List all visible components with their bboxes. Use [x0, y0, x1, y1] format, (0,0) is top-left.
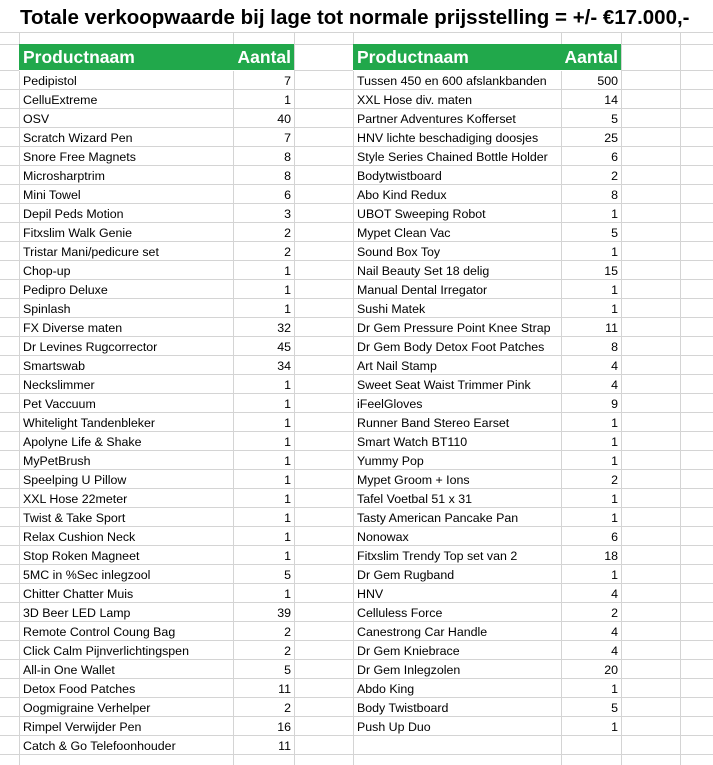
product-name-cell[interactable]: Dr Gem Body Detox Foot Patches	[357, 339, 545, 354]
table-row[interactable]	[353, 546, 621, 565]
quantity-cell[interactable]: 2	[284, 624, 291, 639]
product-name-cell[interactable]: Mini Towel	[23, 187, 81, 202]
product-name-cell[interactable]: Push Up Duo	[357, 719, 431, 734]
quantity-cell[interactable]: 5	[284, 567, 291, 582]
table-row[interactable]	[353, 71, 621, 90]
quantity-cell[interactable]: 1	[284, 415, 291, 430]
table-row[interactable]	[353, 603, 621, 622]
product-name-cell[interactable]: Pedipro Deluxe	[23, 282, 108, 297]
table-row[interactable]	[353, 489, 621, 508]
table-row[interactable]	[353, 356, 621, 375]
product-name-cell[interactable]: Abo Kind Redux	[357, 187, 447, 202]
product-name-cell[interactable]: Nail Beauty Set 18 delig	[357, 263, 490, 278]
table-row[interactable]	[353, 584, 621, 603]
quantity-cell[interactable]: 1	[611, 282, 618, 297]
quantity-cell[interactable]: 2	[284, 643, 291, 658]
quantity-cell[interactable]: 4	[611, 643, 618, 658]
table-row[interactable]	[19, 641, 294, 660]
table-row[interactable]	[19, 489, 294, 508]
product-name-cell[interactable]: Style Series Chained Bottle Holder	[357, 149, 548, 164]
table-header	[353, 44, 621, 71]
quantity-cell[interactable]: 5	[611, 111, 618, 126]
table-row[interactable]	[19, 698, 294, 717]
product-name-cell[interactable]: Mypet Clean Vac	[357, 225, 451, 240]
quantity-cell[interactable]: 9	[611, 396, 618, 411]
product-name-cell[interactable]: Chop-up	[23, 263, 71, 278]
product-name-cell[interactable]: XXL Hose 22meter	[23, 491, 128, 506]
table-row[interactable]	[19, 204, 294, 223]
product-name-cell[interactable]: FX Diverse maten	[23, 320, 123, 335]
product-name-cell[interactable]: Dr Gem Inlegzolen	[357, 662, 461, 677]
table-row[interactable]	[353, 470, 621, 489]
product-name-cell[interactable]: Fitxslim Walk Genie	[23, 225, 133, 240]
product-name-cell[interactable]: Click Calm Pijnverlichtingspen	[23, 643, 189, 658]
quantity-cell[interactable]: 1	[284, 434, 291, 449]
quantity-cell[interactable]: 1	[611, 206, 618, 221]
product-name-cell[interactable]: HNV lichte beschadiging doosjes	[357, 130, 539, 145]
table-row[interactable]	[19, 223, 294, 242]
quantity-cell[interactable]: 8	[284, 149, 291, 164]
product-table-right	[353, 44, 621, 736]
product-name-cell[interactable]: Spinlash	[23, 301, 71, 316]
quantity-cell[interactable]: 6	[611, 529, 618, 544]
table-row[interactable]	[19, 280, 294, 299]
table-rows	[19, 71, 294, 755]
table-row[interactable]	[19, 508, 294, 527]
quantity-cell[interactable]: 1	[611, 301, 618, 316]
product-name-cell[interactable]: UBOT Sweeping Robot	[357, 206, 486, 221]
quantity-cell[interactable]: 4	[611, 377, 618, 392]
product-name-cell[interactable]: Mypet Groom + Ions	[357, 472, 470, 487]
table-row[interactable]	[19, 109, 294, 128]
quantity-cell[interactable]: 2	[611, 168, 618, 183]
table-row[interactable]	[19, 185, 294, 204]
quantity-cell[interactable]: 1	[284, 453, 291, 468]
product-name-cell[interactable]: 3D Beer LED Lamp	[23, 605, 131, 620]
product-name-cell[interactable]: Dr Gem Kniebrace	[357, 643, 460, 658]
product-name-cell[interactable]: Relax Cushion Neck	[23, 529, 136, 544]
table-row[interactable]	[353, 337, 621, 356]
product-name-cell[interactable]: Abdo King	[357, 681, 415, 696]
table-row[interactable]	[353, 299, 621, 318]
product-name-cell[interactable]: Sushi Matek	[357, 301, 426, 316]
table-row[interactable]	[19, 394, 294, 413]
table-row[interactable]	[353, 318, 621, 337]
table-row[interactable]	[19, 565, 294, 584]
table-row[interactable]	[19, 717, 294, 736]
quantity-cell[interactable]: 1	[611, 510, 618, 525]
quantity-cell[interactable]: 5	[611, 225, 618, 240]
table-row[interactable]	[353, 90, 621, 109]
product-name-cell[interactable]: Apolyne Life & Shake	[23, 434, 142, 449]
quantity-cell[interactable]: 1	[611, 719, 618, 734]
quantity-cell[interactable]: 2	[284, 225, 291, 240]
quantity-cell[interactable]: 32	[277, 320, 291, 335]
product-name-cell[interactable]: Whitelight Tandenbleker	[23, 415, 156, 430]
table-row[interactable]	[19, 166, 294, 185]
table-row[interactable]	[353, 242, 621, 261]
product-name-cell[interactable]: Snore Free Magnets	[23, 149, 136, 164]
product-name-cell[interactable]: Art Nail Stamp	[357, 358, 437, 373]
quantity-cell[interactable]: 8	[284, 168, 291, 183]
product-name-cell[interactable]: Bodytwistboard	[357, 168, 442, 183]
quantity-cell[interactable]: 1	[284, 491, 291, 506]
quantity-cell[interactable]: 1	[284, 586, 291, 601]
table-row[interactable]	[19, 356, 294, 375]
table-row[interactable]	[19, 546, 294, 565]
table-row[interactable]	[353, 185, 621, 204]
product-name-cell[interactable]: Neckslimmer	[23, 377, 95, 392]
table-row[interactable]	[19, 736, 294, 755]
product-name-cell[interactable]: Celluless Force	[357, 605, 443, 620]
quantity-cell[interactable]: 7	[284, 130, 291, 145]
product-name-cell[interactable]: Smart Watch BT110	[357, 434, 468, 449]
quantity-cell[interactable]: 2	[284, 244, 291, 259]
header-productnaam: Productnaam	[357, 46, 469, 67]
quantity-cell[interactable]: 1	[611, 681, 618, 696]
product-name-cell[interactable]: Chitter Chatter Muis	[23, 586, 134, 601]
quantity-cell[interactable]: 1	[284, 510, 291, 525]
table-row[interactable]	[19, 584, 294, 603]
header-aantal: Aantal	[237, 46, 291, 67]
table-row[interactable]	[19, 299, 294, 318]
product-name-cell[interactable]: Fitxslim Trendy Top set van 2	[357, 548, 518, 563]
quantity-cell[interactable]: 11	[278, 738, 291, 753]
quantity-cell[interactable]: 1	[284, 92, 291, 107]
table-row[interactable]	[353, 128, 621, 147]
quantity-cell[interactable]: 1	[611, 491, 618, 506]
quantity-cell[interactable]: 20	[604, 662, 618, 677]
table-row[interactable]	[353, 413, 621, 432]
product-name-cell[interactable]: Nonowax	[357, 529, 409, 544]
table-row[interactable]	[19, 318, 294, 337]
quantity-cell[interactable]: 8	[611, 339, 618, 354]
product-name-cell[interactable]: Microsharptrim	[23, 168, 105, 183]
table-row[interactable]	[19, 128, 294, 147]
product-name-cell[interactable]: Depil Peds Motion	[23, 206, 124, 221]
table-row[interactable]	[353, 527, 621, 546]
product-name-cell[interactable]: Manual Dental Irregator	[357, 282, 488, 297]
product-table-left	[19, 44, 294, 755]
product-name-cell[interactable]: HNV	[357, 586, 384, 601]
table-row[interactable]	[19, 71, 294, 90]
quantity-cell[interactable]: 15	[604, 263, 618, 278]
quantity-cell[interactable]: 1	[284, 301, 291, 316]
table-row[interactable]	[353, 147, 621, 166]
table-row[interactable]	[353, 280, 621, 299]
product-name-cell[interactable]: Catch & Go Telefoonhouder	[23, 738, 176, 753]
product-name-cell[interactable]: Oogmigraine Verhelper	[23, 700, 151, 715]
table-row[interactable]	[353, 394, 621, 413]
table-row[interactable]	[353, 223, 621, 242]
product-name-cell[interactable]: Speelping U Pillow	[23, 472, 127, 487]
table-row[interactable]	[19, 242, 294, 261]
table-row[interactable]	[353, 622, 621, 641]
table-row[interactable]	[353, 166, 621, 185]
quantity-cell[interactable]: 1	[284, 396, 291, 411]
product-name-cell[interactable]: 5MC in %Sec inlegzool	[23, 567, 151, 582]
product-name-cell[interactable]: CelluExtreme	[23, 92, 98, 107]
product-name-cell[interactable]: Partner Adventures Kofferset	[357, 111, 516, 126]
table-row[interactable]	[19, 261, 294, 280]
product-name-cell[interactable]: Dr Levines Rugcorrector	[23, 339, 158, 354]
quantity-cell[interactable]: 25	[604, 130, 618, 145]
sheet-title: Totale verkoopwaarde bij lage tot normale prijsstelling = +/- €17.000,-	[20, 6, 690, 29]
header-productnaam: Productnaam	[23, 46, 135, 67]
table-row[interactable]	[353, 698, 621, 717]
product-name-cell[interactable]: Remote Control Coung Bag	[23, 624, 176, 639]
table-row[interactable]	[353, 508, 621, 527]
product-name-cell[interactable]: Smartswab	[23, 358, 85, 373]
quantity-cell[interactable]: 5	[611, 700, 618, 715]
product-name-cell[interactable]: Pedipistol	[23, 73, 77, 88]
table-row[interactable]	[353, 679, 621, 698]
quantity-cell[interactable]: 2	[611, 605, 618, 620]
quantity-cell[interactable]: 34	[277, 358, 291, 373]
product-name-cell[interactable]: Sound Box Toy	[357, 244, 441, 259]
product-name-cell[interactable]: Tristar Mani/pedicure set	[23, 244, 159, 259]
product-name-cell[interactable]: OSV	[23, 111, 50, 126]
quantity-cell[interactable]: 14	[604, 92, 618, 107]
table-row[interactable]	[353, 641, 621, 660]
quantity-cell[interactable]: 1	[611, 415, 618, 430]
quantity-cell[interactable]: 4	[611, 586, 618, 601]
table-row[interactable]	[19, 527, 294, 546]
quantity-cell[interactable]: 1	[611, 567, 618, 582]
product-name-cell[interactable]: Sweet Seat Waist Trimmer Pink	[357, 377, 531, 392]
product-name-cell[interactable]: iFeelGloves	[357, 396, 423, 411]
product-name-cell[interactable]: Canestrong Car Handle	[357, 624, 488, 639]
table-row[interactable]	[19, 679, 294, 698]
table-row[interactable]	[19, 413, 294, 432]
quantity-cell[interactable]: 6	[284, 187, 291, 202]
table-row[interactable]	[353, 261, 621, 280]
table-row[interactable]	[19, 451, 294, 470]
quantity-cell[interactable]: 5	[284, 662, 291, 677]
product-name-cell[interactable]: Dr Gem Rugband	[357, 567, 455, 582]
product-name-cell[interactable]: XXL Hose div. maten	[357, 92, 473, 107]
quantity-cell[interactable]: 4	[611, 358, 618, 373]
quantity-cell[interactable]: 500	[597, 73, 618, 88]
quantity-cell[interactable]: 11	[278, 681, 291, 696]
product-name-cell[interactable]: Body Twistboard	[357, 700, 449, 715]
quantity-cell[interactable]: 1	[611, 244, 618, 259]
table-row[interactable]	[353, 565, 621, 584]
table-row[interactable]	[353, 375, 621, 394]
table-row[interactable]	[19, 470, 294, 489]
quantity-cell[interactable]: 6	[611, 149, 618, 164]
product-name-cell[interactable]: Tafel Voetbal 51 x 31	[357, 491, 473, 506]
table-row[interactable]	[353, 717, 621, 736]
quantity-cell[interactable]: 4	[611, 624, 618, 639]
table-rows	[353, 71, 621, 736]
quantity-cell[interactable]: 3	[284, 206, 291, 221]
header-aantal: Aantal	[564, 46, 618, 67]
quantity-cell[interactable]: 1	[284, 282, 291, 297]
quantity-cell[interactable]: 45	[277, 339, 291, 354]
product-name-cell[interactable]: MyPetBrush	[23, 453, 91, 468]
table-row[interactable]	[19, 337, 294, 356]
quantity-cell[interactable]: 1	[611, 453, 618, 468]
table-row[interactable]	[19, 90, 294, 109]
table-row[interactable]	[19, 660, 294, 679]
product-name-cell[interactable]: Yummy Pop	[357, 453, 424, 468]
table-row[interactable]	[353, 432, 621, 451]
table-row[interactable]	[19, 147, 294, 166]
table-row[interactable]	[19, 432, 294, 451]
product-name-cell[interactable]: Pet Vaccuum	[23, 396, 96, 411]
quantity-cell[interactable]: 39	[277, 605, 291, 620]
quantity-cell[interactable]: 11	[605, 320, 618, 335]
quantity-cell[interactable]: 2	[611, 472, 618, 487]
table-header	[19, 44, 294, 71]
product-name-cell[interactable]: Tasty American Pancake Pan	[357, 510, 519, 525]
quantity-cell[interactable]: 1	[284, 529, 291, 544]
table-row[interactable]	[353, 451, 621, 470]
quantity-cell[interactable]: 1	[284, 377, 291, 392]
product-name-cell[interactable]: All-in One Wallet	[23, 662, 115, 677]
product-name-cell[interactable]: Rimpel Verwijder Pen	[23, 719, 142, 734]
product-name-cell[interactable]: Runner Band Stereo Earset	[357, 415, 510, 430]
product-name-cell[interactable]: Stop Roken Magneet	[23, 548, 140, 563]
quantity-cell[interactable]: 18	[604, 548, 618, 563]
quantity-cell[interactable]: 1	[284, 263, 291, 278]
table-row[interactable]	[353, 660, 621, 679]
product-name-cell[interactable]: Dr Gem Pressure Point Knee Strap	[357, 320, 551, 335]
product-name-cell[interactable]: Detox Food Patches	[23, 681, 136, 696]
product-name-cell[interactable]: Scratch Wizard Pen	[23, 130, 133, 145]
quantity-cell[interactable]: 1	[284, 472, 291, 487]
product-name-cell[interactable]: Twist & Take Sport	[23, 510, 126, 525]
quantity-cell[interactable]: 1	[611, 434, 618, 449]
table-row[interactable]	[19, 622, 294, 641]
table-row[interactable]	[353, 109, 621, 128]
quantity-cell[interactable]: 1	[284, 548, 291, 563]
quantity-cell[interactable]: 16	[277, 719, 291, 734]
quantity-cell[interactable]: 8	[611, 187, 618, 202]
product-name-cell[interactable]: Tussen 450 en 600 afslankbanden	[357, 73, 547, 88]
table-row[interactable]	[19, 375, 294, 394]
quantity-cell[interactable]: 7	[284, 73, 291, 88]
table-row[interactable]	[19, 603, 294, 622]
table-row[interactable]	[353, 204, 621, 223]
quantity-cell[interactable]: 2	[284, 700, 291, 715]
quantity-cell[interactable]: 40	[277, 111, 291, 126]
